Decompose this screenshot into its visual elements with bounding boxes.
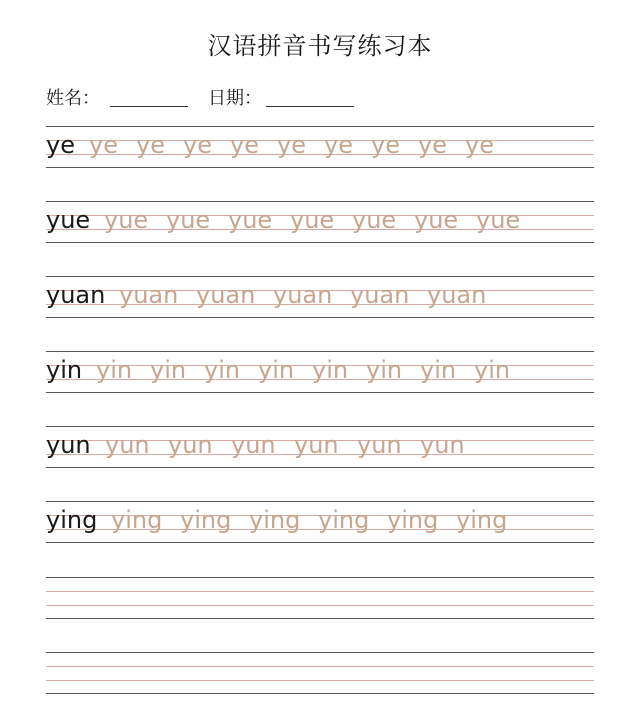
- trace-syllable: yin: [474, 356, 511, 384]
- trace-syllable: yin: [258, 356, 295, 384]
- trace-syllable: ying: [318, 506, 370, 534]
- trace-syllable: ye: [89, 131, 118, 159]
- writing-row: [46, 276, 594, 318]
- trace-syllable: ye: [136, 131, 165, 159]
- writing-row: [46, 501, 594, 543]
- trace-syllable: yin: [312, 356, 349, 384]
- page-title: 汉语拼音书写练习本: [207, 32, 433, 60]
- trace-syllable: yun: [168, 431, 213, 459]
- trace-syllable: yue: [290, 206, 335, 234]
- info-line: [46, 84, 354, 110]
- row-words: [46, 501, 594, 543]
- row-words: [46, 426, 594, 468]
- sample-syllable: yin: [46, 356, 83, 384]
- trace-syllable: yin: [96, 356, 133, 384]
- trace-syllable: ye: [277, 131, 306, 159]
- trace-syllable: yun: [294, 431, 339, 459]
- writing-row: [46, 201, 594, 243]
- writing-row: [46, 126, 594, 168]
- trace-syllable: ye: [371, 131, 400, 159]
- trace-syllable: yun: [357, 431, 402, 459]
- trace-syllable: yue: [166, 206, 211, 234]
- trace-syllable: ying: [180, 506, 232, 534]
- sample-syllable: ye: [46, 131, 75, 159]
- trace-syllable: yue: [476, 206, 521, 234]
- sample-syllable: yun: [46, 431, 91, 459]
- writing-row: [46, 351, 594, 393]
- row-words: [46, 351, 594, 393]
- trace-syllable: yin: [366, 356, 403, 384]
- trace-syllable: yue: [414, 206, 459, 234]
- row-words: [46, 126, 594, 168]
- trace-syllable: yun: [105, 431, 150, 459]
- name-blank: [110, 105, 188, 107]
- sample-syllable: ying: [46, 506, 98, 534]
- trace-syllable: ye: [465, 131, 494, 159]
- trace-syllable: ying: [249, 506, 301, 534]
- trace-syllable: yuan: [273, 281, 333, 309]
- trace-syllable: yin: [420, 356, 457, 384]
- name-label: 姓名：: [46, 88, 100, 109]
- trace-syllable: yuan: [427, 281, 487, 309]
- row-words: [46, 201, 594, 243]
- trace-syllable: yun: [420, 431, 465, 459]
- trace-syllable: ying: [111, 506, 163, 534]
- sample-syllable: yuan: [46, 281, 106, 309]
- trace-syllable: yuan: [350, 281, 410, 309]
- trace-syllable: yuan: [196, 281, 256, 309]
- trace-syllable: yue: [228, 206, 273, 234]
- trace-syllable: yue: [352, 206, 397, 234]
- sample-syllable: yue: [46, 206, 91, 234]
- trace-syllable: yin: [204, 356, 241, 384]
- row-words: [46, 577, 594, 619]
- trace-syllable: yin: [150, 356, 187, 384]
- trace-syllable: ying: [456, 506, 508, 534]
- row-words: [46, 276, 594, 318]
- trace-syllable: ye: [324, 131, 353, 159]
- writing-row: [46, 577, 594, 619]
- row-words: [46, 652, 594, 694]
- trace-syllable: yue: [104, 206, 149, 234]
- trace-syllable: ying: [387, 506, 439, 534]
- writing-row: [46, 426, 594, 468]
- date-label: 日期：: [208, 88, 262, 109]
- trace-syllable: ye: [183, 131, 212, 159]
- trace-syllable: ye: [230, 131, 259, 159]
- trace-syllable: yun: [231, 431, 276, 459]
- writing-row: [46, 652, 594, 694]
- date-blank: [266, 105, 354, 107]
- trace-syllable: yuan: [119, 281, 179, 309]
- trace-syllable: ye: [418, 131, 447, 159]
